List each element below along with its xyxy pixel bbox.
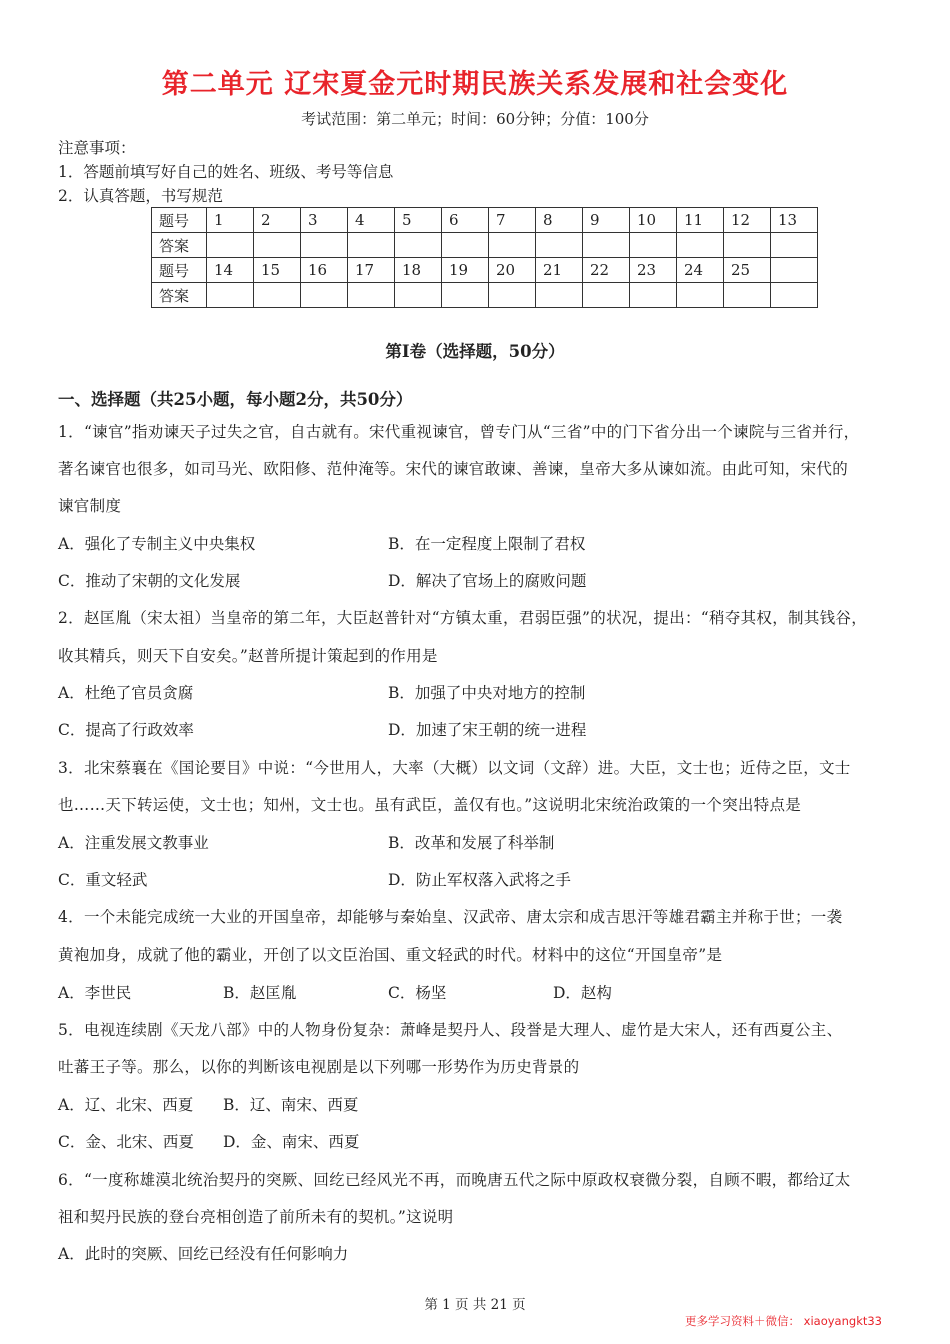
q3-option-c[interactable]: C．重文轻武 (58, 871, 148, 889)
answer-cell[interactable] (724, 283, 771, 308)
answer-cell[interactable] (677, 283, 724, 308)
q1-option-d[interactable]: D．解决了官场上的腐败问题 (388, 572, 587, 590)
section-heading: 第Ⅰ卷（选择题，50分） (385, 342, 565, 361)
q6-option-a[interactable]: A．此时的突厥、回纥已经没有任何影响力 (58, 1245, 349, 1263)
question-4-text: 4．一个未能完成统一大业的开国皇帝，却能够与秦始皇、汉武帝、唐太宗和成吉思汗等雄君霸主并称于世；一袭 (58, 908, 843, 926)
question-number: 2 (254, 208, 301, 233)
notice-item: 2．认真答题，书写规范 (58, 187, 223, 205)
q3-option-b[interactable]: B．改革和发展了科举制 (388, 834, 555, 852)
label-answer: 答案 (152, 283, 207, 308)
page-footer: 第 1 页 共 21 页 (424, 1297, 526, 1313)
question-number: 3 (301, 208, 348, 233)
question-number: 25 (724, 258, 771, 283)
q5-option-d[interactable]: D．金、南宋、西夏 (223, 1133, 360, 1151)
answer-cell[interactable] (630, 233, 677, 258)
q4-option-b[interactable]: B．赵匡胤 (223, 984, 297, 1002)
question-6-text: 祖和契丹民族的登台亮相创造了前所未有的契机。”这说明 (58, 1208, 454, 1226)
answer-cell[interactable] (348, 283, 395, 308)
notice-item: 1．答题前填写好自己的姓名、班级、考号等信息 (58, 163, 394, 181)
q2-option-b[interactable]: B．加强了中央对地方的控制 (388, 684, 586, 702)
question-number: 13 (771, 208, 818, 233)
watermark: 更多学习资料＋微信： xiaoyangkt33 (685, 1314, 882, 1328)
q5-option-c[interactable]: C．金、北宋、西夏 (58, 1133, 194, 1151)
answer-cell[interactable] (207, 283, 254, 308)
q2-option-c[interactable]: C．提高了行政效率 (58, 721, 194, 739)
question-3-text: 3．北宋蔡襄在《国论要目》中说：“今世用人，大率（大概）以文词（文辞）进。大臣，文士也；近侍之臣，文士 (58, 759, 851, 777)
question-1-text: 1．“谏官”指劝谏天子过失之官，自古就有。宋代重视谏官，曾专门从“三省”中的门下省分出一个谏院与三省并行， (58, 423, 860, 441)
page-title: 第二单元 辽宋夏金元时期民族关系发展和社会变化 (161, 69, 789, 100)
answer-cell[interactable] (301, 283, 348, 308)
answer-cell[interactable] (677, 233, 724, 258)
question-number: 9 (583, 208, 630, 233)
answer-cell[interactable] (395, 233, 442, 258)
part-heading: 一、选择题（共25小题，每小题2分，共50分） (58, 390, 413, 409)
question-5-text: 吐蕃王子等。那么，以你的判断该电视剧是以下列哪一形势作为历史背景的 (58, 1058, 580, 1076)
answer-cell[interactable] (536, 233, 583, 258)
answer-cell[interactable] (254, 233, 301, 258)
question-6-text: 6．“一度称雄漠北统治契丹的突厥、回纥已经风光不再，而晚唐五代之际中原政权衰微分裂，自顾不暇，都给辽太 (58, 1171, 851, 1189)
answer-cell[interactable] (630, 283, 677, 308)
question-number (771, 258, 818, 283)
answer-cell[interactable] (348, 233, 395, 258)
question-number: 6 (442, 208, 489, 233)
label-question: 题号 (152, 258, 207, 283)
question-number-row (152, 208, 818, 233)
q3-option-a[interactable]: A．注重发展文教事业 (58, 834, 209, 852)
q3-option-d[interactable]: D．防止军权落入武将之手 (388, 871, 571, 889)
question-number: 8 (536, 208, 583, 233)
question-number: 11 (677, 208, 724, 233)
question-number: 19 (442, 258, 489, 283)
question-1-text: 著名谏官也很多，如司马光、欧阳修、范仲淹等。宋代的谏官敢谏、善谏，皇帝大多从谏如流。由此可知，宋代的 (58, 460, 849, 478)
answer-row (152, 233, 818, 258)
question-number: 5 (395, 208, 442, 233)
answer-cell[interactable] (583, 233, 630, 258)
answer-cell[interactable] (489, 283, 536, 308)
question-number: 22 (583, 258, 630, 283)
label-answer: 答案 (152, 233, 207, 258)
question-number: 21 (536, 258, 583, 283)
answer-cell[interactable] (771, 233, 818, 258)
question-number: 24 (677, 258, 724, 283)
question-2-text: 收其精兵，则天下自安矣。”赵普所提计策起到的作用是 (58, 647, 438, 665)
answer-cell[interactable] (207, 233, 254, 258)
answer-cell[interactable] (583, 283, 630, 308)
q1-option-b[interactable]: B．在一定程度上限制了君权 (388, 535, 586, 553)
answer-table (151, 207, 818, 308)
answer-cell[interactable] (536, 283, 583, 308)
answer-cell[interactable] (254, 283, 301, 308)
answer-cell[interactable] (395, 283, 442, 308)
label-question: 题号 (152, 208, 207, 233)
q4-option-c[interactable]: C．杨坚 (388, 984, 447, 1002)
question-number: 17 (348, 258, 395, 283)
question-number: 14 (207, 258, 254, 283)
question-number: 4 (348, 208, 395, 233)
question-number: 18 (395, 258, 442, 283)
exam-info: 考试范围：第二单元；时间：60分钟；分值：100分 (301, 110, 649, 128)
question-number: 10 (630, 208, 677, 233)
answer-cell[interactable] (724, 233, 771, 258)
question-number: 12 (724, 208, 771, 233)
answer-row (152, 283, 818, 308)
q1-option-c[interactable]: C．推动了宋朝的文化发展 (58, 572, 241, 590)
question-number: 20 (489, 258, 536, 283)
answer-cell[interactable] (442, 283, 489, 308)
q2-option-a[interactable]: A．杜绝了官员贪腐 (58, 684, 194, 702)
question-number: 15 (254, 258, 301, 283)
question-3-text: 也……天下转运使，文士也；知州，文士也。虽有武臣，盖仅有也。”这说明北宋统治政策的一个突出特点是 (58, 796, 802, 814)
answer-cell[interactable] (489, 233, 536, 258)
question-5-text: 5．电视连续剧《天龙八部》中的人物身份复杂：萧峰是契丹人、段誉是大理人、虚竹是大宋人，还有西夏公主、 (58, 1021, 843, 1039)
notice-heading: 注意事项： (58, 139, 136, 157)
question-number: 7 (489, 208, 536, 233)
question-2-text: 2．赵匡胤（宋太祖）当皇帝的第二年，大臣赵普针对“方镇太重，君弱臣强”的状况，提出：“稍夺其权，制其钱谷， (58, 609, 868, 627)
q5-option-b[interactable]: B．辽、南宋、西夏 (223, 1096, 359, 1114)
answer-cell[interactable] (771, 283, 818, 308)
question-number: 16 (301, 258, 348, 283)
q5-option-a[interactable]: A．辽、北宋、西夏 (58, 1096, 194, 1114)
answer-cell[interactable] (301, 233, 348, 258)
question-4-text: 黄袍加身，成就了他的霸业，开创了以文臣治国、重文轻武的时代。材料中的这位“开国皇帝”是 (58, 946, 723, 964)
question-number-row (152, 258, 818, 283)
question-number: 1 (207, 208, 254, 233)
q4-option-d[interactable]: D．赵构 (553, 984, 612, 1002)
q1-option-a[interactable]: A．强化了专制主义中央集权 (58, 535, 256, 553)
question-number: 23 (630, 258, 677, 283)
q2-option-d[interactable]: D．加速了宋王朝的统一进程 (388, 721, 587, 739)
q4-option-a[interactable]: A．李世民 (58, 984, 132, 1002)
answer-cell[interactable] (442, 233, 489, 258)
question-1-text: 谏官制度 (58, 497, 122, 515)
